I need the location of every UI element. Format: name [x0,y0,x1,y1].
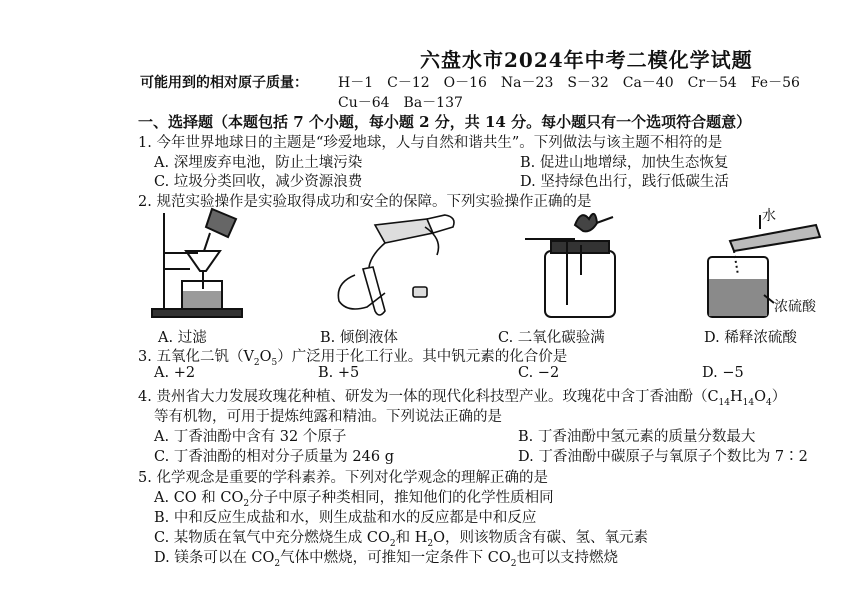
q1-option-d: D. 坚持绿色出行，践行低碳生活 [520,174,729,190]
q4-option-c: C. 丁香油酚的相对分子质量为 246 g [154,449,394,465]
q1-option-a: A. 深埋废弃电池，防止土壤污染 [154,155,363,171]
q5-option-c: C. 某物质在氧气中充分燃烧生成 $CO_2$和 $H_2O$，则该物质含有碳、氢、氧元素 [154,530,649,549]
q5-option-b: B. 中和反应生成盐和水，则生成盐和水的反应都是中和反应 [154,510,537,526]
q3-stem: 3. 五氧化二钒$(V_2O_5)$广泛用于化工行业。其中钒元素的化合价是 [138,349,568,368]
q3-option-b: B. +5 [318,365,360,381]
q2-option-d: D. 稀释浓硫酸 [704,330,797,346]
atomic-mass-values-2: Cu－64 Ba－137 [338,95,463,111]
q2-stem: 2. 规范实验操作是实验取得成功和安全的保障。下列实验操作正确的是 [138,194,592,210]
section-heading: 一、选择题（本题包括 7 个小题，每小题 2 分，共 14 分。每小题只有一个选项符合题意） [138,113,752,131]
q4-stem: 4. 贵州省大力发展玫瑰花种植、研发为一体的现代化科技型产业。玫瑰花中含丁香油酚$(C_{14}H_{14}O_4)$ [138,389,787,408]
q2-option-b: B. 倾倒液体 [320,330,398,346]
exam-title: 六盘水市2024年中考二模化学试题 [420,48,753,72]
atomic-mass-values-1: H－1 C－12 O－16 Na－23 S－32 Ca－40 Cr－54 Fe－56 [338,75,800,91]
q1-option-c: C. 垃圾分类回收，减少资源浪费 [154,174,363,190]
q5-option-d: D. 镁条可以在 $CO_2$气体中燃烧，可推知一定条件下 $CO_2$也可以支持燃烧 [154,550,618,569]
q3-option-a: A. +2 [154,365,196,381]
pouring-liquid-figure [315,205,465,323]
filtration-apparatus-figure [150,205,260,323]
label-water: 水 [762,208,776,224]
q2-option-c: C. 二氧化碳验满 [498,330,605,346]
atomic-mass-label: 可能用到的相对原子质量： [140,75,308,91]
q4-option-a: A. 丁香油酚中含有 32 个原子 [154,429,347,445]
q4-option-d: D. 丁香油酚中碳原子与氧原子个数比为 7∶2 [518,449,808,465]
q1-stem: 1. 今年世界地球日的主题是“珍爱地球，人与自然和谐共生”。下列做法与该主题不相符的是 [138,135,723,151]
q1-option-b: B. 促进山地增绿，加快生态恢复 [520,155,729,171]
q3-option-d: D. −5 [702,365,744,381]
q3-option-c: C. −2 [518,365,560,381]
label-concentrated-acid: 浓硫酸 [774,299,816,315]
q2-option-a: A. 过滤 [158,330,207,346]
q5-stem: 5. 化学观念是重要的学科素养。下列对化学观念的理解正确的是 [138,470,548,486]
co2-full-test-figure [525,205,635,323]
q4-stem-continued: 等有机物，可用于提炼纯露和精油。下列说法正确的是 [154,409,502,425]
q5-option-a: A. CO 和 $CO_2$分子中原子种类相同，推知他们的化学性质相同 [154,490,554,509]
q4-option-b: B. 丁香油酚中氢元素的质量分数最大 [518,429,756,445]
